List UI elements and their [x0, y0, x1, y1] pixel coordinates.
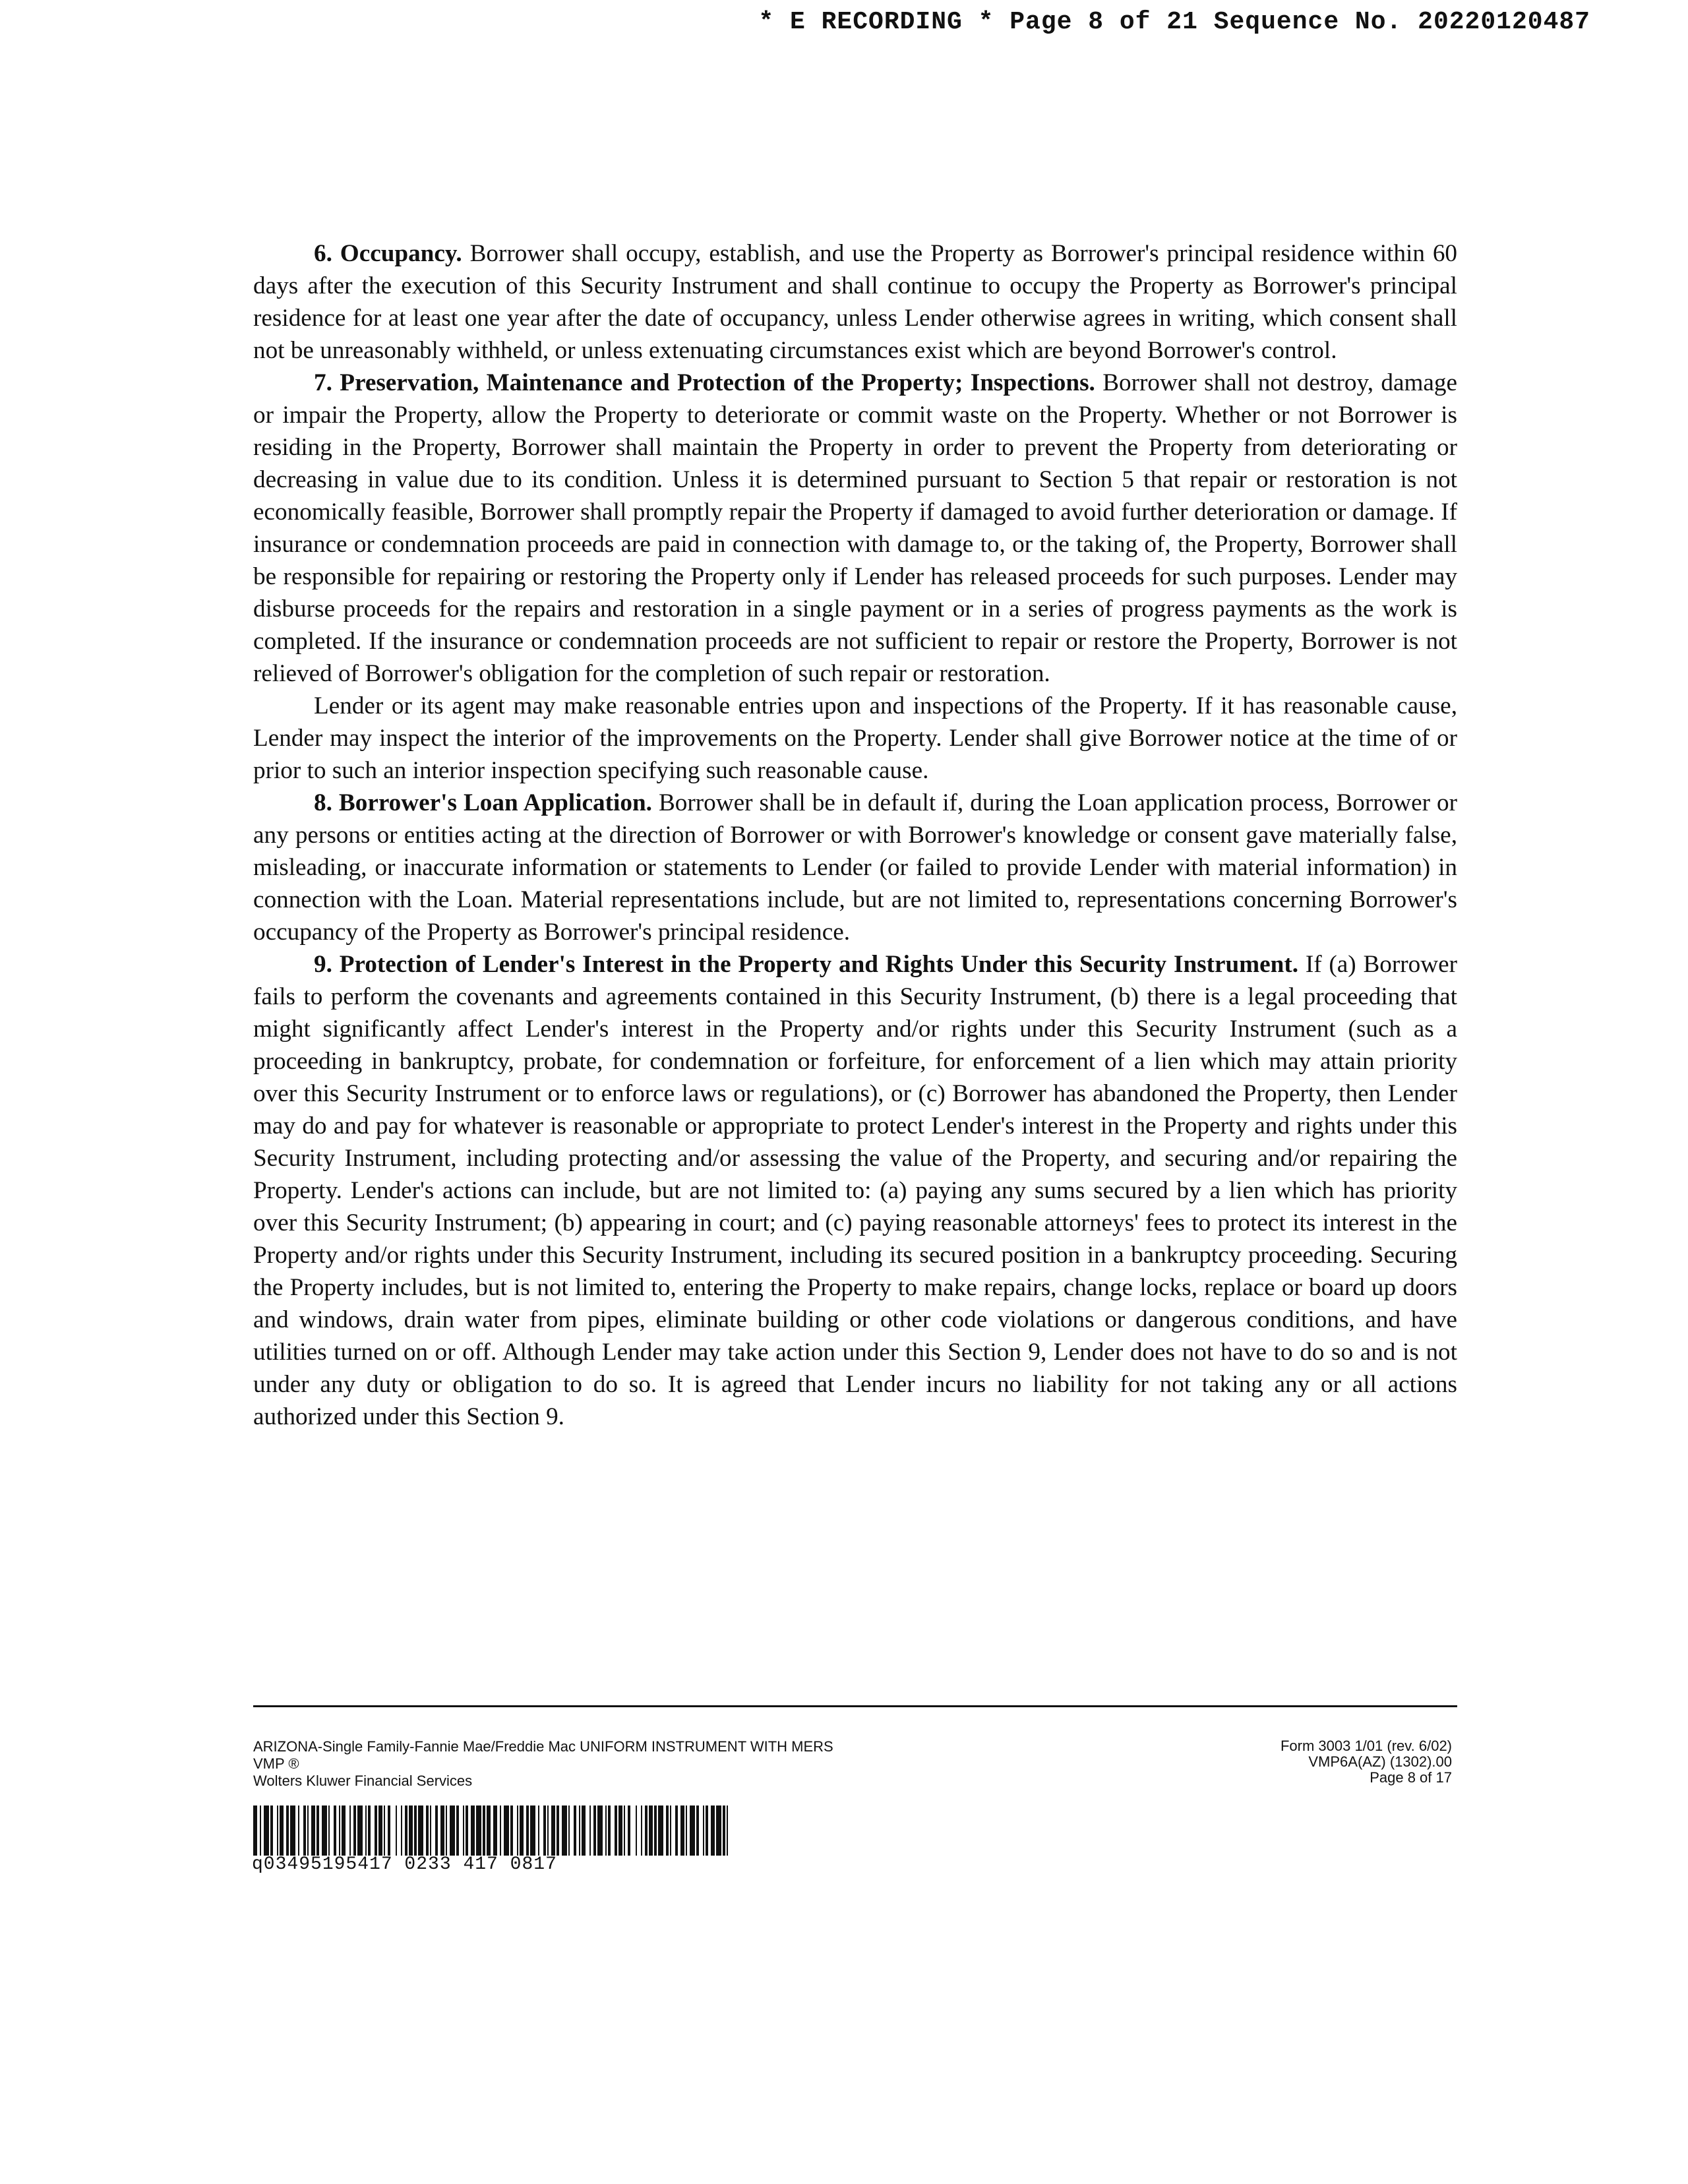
section-loan-application [253, 787, 1457, 948]
barcode-bar [686, 1805, 687, 1856]
barcode-bar [706, 1805, 708, 1856]
barcode-bar [328, 1805, 330, 1856]
barcode-bar [290, 1805, 295, 1856]
barcode-bar [547, 1805, 549, 1856]
barcode-bar [430, 1805, 431, 1856]
section-text: Lender or its agent may make reasonable entries upon and inspections of the Property. If it has reasonable cause, Lender may inspect the interior of the improvements on the Property. Lender shall give Borrower notice at the time of or prior to such an interior inspection specifying such reasonable cause. [253, 692, 1457, 784]
barcode-bar [608, 1805, 611, 1856]
barcode-bar [649, 1805, 653, 1856]
barcode-bar [414, 1805, 417, 1856]
barcode-bar [510, 1805, 513, 1856]
barcode-bar [636, 1805, 637, 1856]
barcode-bar [409, 1805, 413, 1856]
barcode-bar [375, 1805, 377, 1856]
barcode-bar [696, 1805, 699, 1856]
barcode-bar [658, 1805, 663, 1856]
footer-page-number: Page 8 of 17 [1370, 1769, 1452, 1786]
barcode-bar [574, 1805, 576, 1856]
barcode-bar [476, 1805, 481, 1856]
footer-form-title: ARIZONA-Single Family-Fannie Mae/Freddie Mac UNIFORM INSTRUMENT WITH MERS [253, 1738, 833, 1755]
barcode-bar [357, 1805, 363, 1856]
barcode-bar [562, 1805, 567, 1856]
barcode-bar [579, 1805, 580, 1856]
footer-vmp-code: VMP6A(AZ) (1302).00 [1308, 1753, 1452, 1770]
barcode-bar [711, 1805, 715, 1856]
barcode-bar [727, 1805, 728, 1856]
barcode-bar [716, 1805, 721, 1856]
section-text: Borrower shall occupy, establish, and use the Property as Borrower's principal residence within 60 days after the execution of this Security Instrument and shall continue to occupy the Property as Borrower's principal residence for at least one year after the date of occupancy, unless Lender otherwise agrees in writing, which consent shall not be unreasonably withheld, or unless extenuating circumstances exist which are beyond Borrower's control. [253, 240, 1458, 364]
barcode-bar [435, 1805, 438, 1856]
barcode-bar [624, 1805, 625, 1856]
footer-divider [253, 1705, 1457, 1707]
recording-header: * E RECORDING * Page 8 of 21 Sequence No. 20220120487 [758, 8, 1590, 36]
barcode-bar [401, 1805, 402, 1856]
section-text: Borrower shall be in default if, during the Loan application process, Borrower or any persons or entities acting at the direction of Borrower or with Borrower's knowledge or consent gave materially false, misleading, or inaccurate information or statements to Lender (or failed to provide Lender with material information) in connection with the Loan. Material representations include, but are not limited to, representations concerning Borrower's occupancy of the Property as Borrower's principal residence. [253, 789, 1457, 946]
barcode-bar [628, 1805, 630, 1856]
barcode-bar [675, 1805, 678, 1856]
barcode-bar [703, 1805, 704, 1856]
barcode-bar [466, 1805, 468, 1856]
barcode-bar [303, 1805, 306, 1856]
barcode-bar [463, 1805, 464, 1856]
barcode-bar [654, 1805, 657, 1856]
section-heading: 9. Protection of Lender's Interest in the Property and Rights Under this Security Instrument. [314, 951, 1299, 978]
barcode-bar [589, 1805, 591, 1856]
barcode-bar [582, 1805, 586, 1856]
barcode-bar [557, 1805, 559, 1856]
barcode-bar [471, 1805, 475, 1856]
barcode-bar [311, 1805, 315, 1856]
barcode-bar [618, 1805, 622, 1856]
barcode-bar [641, 1805, 642, 1856]
barcode-bar [426, 1805, 429, 1856]
footer-publisher: Wolters Kluwer Financial Services [253, 1773, 473, 1789]
barcode-bar [538, 1805, 539, 1856]
barcode-bar [388, 1805, 390, 1856]
barcode-bar [342, 1805, 346, 1856]
barcode-bar [339, 1805, 340, 1856]
barcode-bar [690, 1805, 695, 1856]
barcode-bar [368, 1805, 371, 1856]
section-heading: 8. Borrower's Loan Application. [314, 789, 652, 816]
barcode-bar [450, 1805, 455, 1856]
barcode-bar [500, 1805, 501, 1856]
barcode-bar [396, 1805, 397, 1856]
barcode-bar [286, 1805, 289, 1856]
barcode-bar [446, 1805, 447, 1856]
barcode-bar [645, 1805, 648, 1856]
barcode-bar [277, 1805, 278, 1856]
barcode-bar [264, 1805, 269, 1856]
section-occupancy [253, 237, 1457, 367]
section-inspections [253, 690, 1457, 787]
barcode-bar [270, 1805, 273, 1856]
barcode-bar [593, 1805, 596, 1856]
section-preservation [253, 367, 1457, 690]
barcode-bar [517, 1805, 518, 1856]
barcode-bar [384, 1805, 385, 1856]
barcode-bar [670, 1805, 671, 1856]
section-protection [253, 948, 1457, 1433]
barcode-bar [605, 1805, 607, 1856]
footer-form-number [1281, 1738, 1452, 1786]
barcode-bar [349, 1805, 351, 1856]
barcode-bar [526, 1805, 529, 1856]
barcode-bar [680, 1805, 684, 1856]
barcode-bar [456, 1805, 459, 1856]
section-heading: 7. Preservation, Maintenance and Protection of the Property; Inspections. [314, 369, 1095, 396]
barcode-bar [334, 1805, 336, 1856]
barcode-bar [253, 1805, 257, 1856]
barcode-bar [493, 1805, 497, 1856]
barcode-bar [487, 1805, 491, 1856]
barcode-bar [543, 1805, 546, 1856]
barcode-bar [418, 1805, 423, 1856]
barcode-bar [405, 1805, 407, 1856]
barcode-bar [597, 1805, 603, 1856]
barcode-bar [504, 1805, 509, 1856]
barcode-bar [260, 1805, 261, 1856]
barcode-bar [666, 1805, 669, 1856]
barcode-bar [530, 1805, 535, 1856]
barcode-bar [483, 1805, 485, 1856]
barcode-bar [568, 1805, 570, 1856]
barcode-bar [520, 1805, 524, 1856]
barcode-bar [378, 1805, 382, 1856]
footer-form-info [253, 1738, 833, 1790]
barcode [253, 1805, 728, 1856]
document-body [253, 237, 1457, 1433]
barcode-bar [280, 1805, 284, 1856]
barcode-bar [316, 1805, 319, 1856]
barcode-bar [615, 1805, 617, 1856]
barcode-bar [723, 1805, 725, 1856]
barcode-bar [365, 1805, 367, 1856]
barcode-bar [298, 1805, 299, 1856]
section-text: If (a) Borrower fails to perform the covenants and agreements contained in this Security Instrument, (b) there is a legal proceeding that might significantly affect Lender's interest in the Property and/or rights under this Security Instrument (such as a proceeding in bankruptcy, probate, for condemnation or forfeiture, for enforcement of a lien which may attain priority over this Security Instrument or to enforce laws or regulations), or (c) Borrower has abandoned the Property, then Lender may do and pay for whatever is reasonable or appropriate to protect Lender's interest in the Property and rights under this Security Instrument, including protecting and/or assessing the value of the Property, and securing and/or repairing the Property. Lender's actions can include, but are not limited to: (a) paying any sums secured by a lien which has priority over this Security Instrument; (b) appearing in court; and (c) paying reasonable attorneys' fees to protect its interest in the Property and/or rights under this Security Instrument, including its secured position in a bankruptcy proceeding. Securing the Property includes, but is not limited to, entering the Property to make repairs, change locks, replace or board up doors and windows, drain water from pipes, eliminate building or other code violations or dangerous conditions, and have utilities turned on or off. Although Lender may take action under this Section 9, Lender does not have to do so and is not under any duty or obligation to do so. It is agreed that Lender incurs no liability for not taking any or all actions authorized under this Section 9. [253, 951, 1457, 1430]
section-heading: 6. Occupancy. [314, 240, 462, 267]
section-text: Borrower shall not destroy, damage or impair the Property, allow the Property to deteriorate or commit waste on the Property. Whether or not Borrower is residing in the Property, Borrower shall maintain the Property in order to prevent the Property from deteriorating or decreasing in value due to its condition. Unless it is determined pursuant to Section 5 that repair or restoration is not economically feasible, Borrower shall promptly repair the Property if damaged to avoid further deterioration or damage. If insurance or condemnation proceeds are paid in connection with damage to, or the taking of, the Property, Borrower shall be responsible for repairing or restoring the Property only if Lender has released proceeds for such purposes. Lender may disburse proceeds for the repairs and restoration in a single payment or in a series of progress payments as the work is completed. If the insurance or condemnation proceeds are not sufficient to repair or restore the Property, Borrower is not relieved of Borrower's obligation for the completion of such repair or restoration. [253, 369, 1457, 687]
barcode-bar [307, 1805, 309, 1856]
barcode-bar [440, 1805, 444, 1856]
barcode-number: q03495195417 0233 417 0817 [252, 1854, 557, 1875]
barcode-bar [353, 1805, 356, 1856]
footer-vmp: VMP ® [253, 1755, 299, 1772]
barcode-bar [551, 1805, 555, 1856]
barcode-bar [322, 1805, 327, 1856]
footer-form-code: Form 3003 1/01 (rev. 6/02) [1280, 1738, 1452, 1754]
